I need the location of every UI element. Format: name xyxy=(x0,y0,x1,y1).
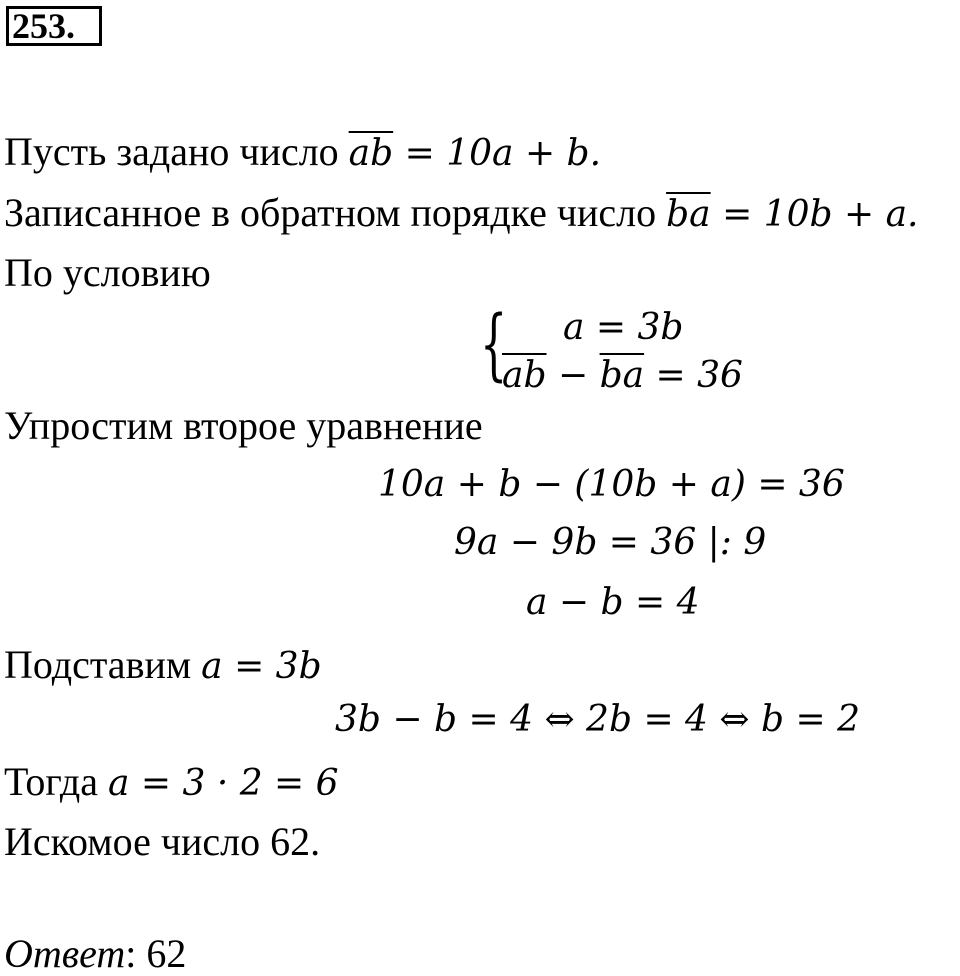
line-then xyxy=(4,759,339,804)
answer-value: : 62 xyxy=(125,931,187,976)
line-reversed-number-text: Записанное в обратном порядке число xyxy=(4,190,667,235)
system-brace: { xyxy=(480,300,508,390)
line-simplify: Упростим второе уравнение xyxy=(4,403,483,448)
line-reversed-number xyxy=(4,190,919,235)
line-given-number-text: Пусть задано число xyxy=(4,129,349,174)
number-ba-overline: $\overline{ba}$ xyxy=(666,194,711,235)
system-eq2-rest: = 36 xyxy=(644,355,743,396)
line-substitute xyxy=(4,642,322,687)
line-sought-number: Искомое число 62. xyxy=(4,819,321,864)
answer-label: Ответ xyxy=(4,931,126,976)
equation-difference: a − b = 4 xyxy=(526,582,700,623)
number-ba-expression: = 10b + a. xyxy=(710,194,919,235)
line-substitute-math: a = 3b xyxy=(201,646,322,687)
line-condition: По условию xyxy=(4,250,211,295)
line-then-math: a = 3 · 2 = 6 xyxy=(107,763,339,804)
system-eq2-ba: $\overline{ba}$ xyxy=(599,355,645,396)
system-eq2-ab: $\overline{ab}$ xyxy=(502,355,547,396)
system-eq2-minus: − xyxy=(546,355,600,396)
system-equation-2 xyxy=(502,355,743,396)
system-equation-1: a = 3b xyxy=(563,307,684,348)
equation-expand: 10a + b − (10b + a) = 36 xyxy=(378,464,845,505)
line-substitute-text: Подставим xyxy=(4,642,202,687)
line-given-number xyxy=(4,129,602,174)
number-ab-overline: $\overline{ab}$ xyxy=(348,133,394,174)
line-then-text: Тогда xyxy=(4,759,108,804)
equation-divide: 9a − 9b = 36 |: 9 xyxy=(454,522,767,563)
equation-solve-b: 3b − b = 4 ⇔ 2b = 4 ⇔ b = 2 xyxy=(335,699,861,740)
number-ab-expression: = 10a + b. xyxy=(393,133,602,174)
answer-line xyxy=(4,931,187,976)
problem-number: 253. xyxy=(12,6,75,46)
